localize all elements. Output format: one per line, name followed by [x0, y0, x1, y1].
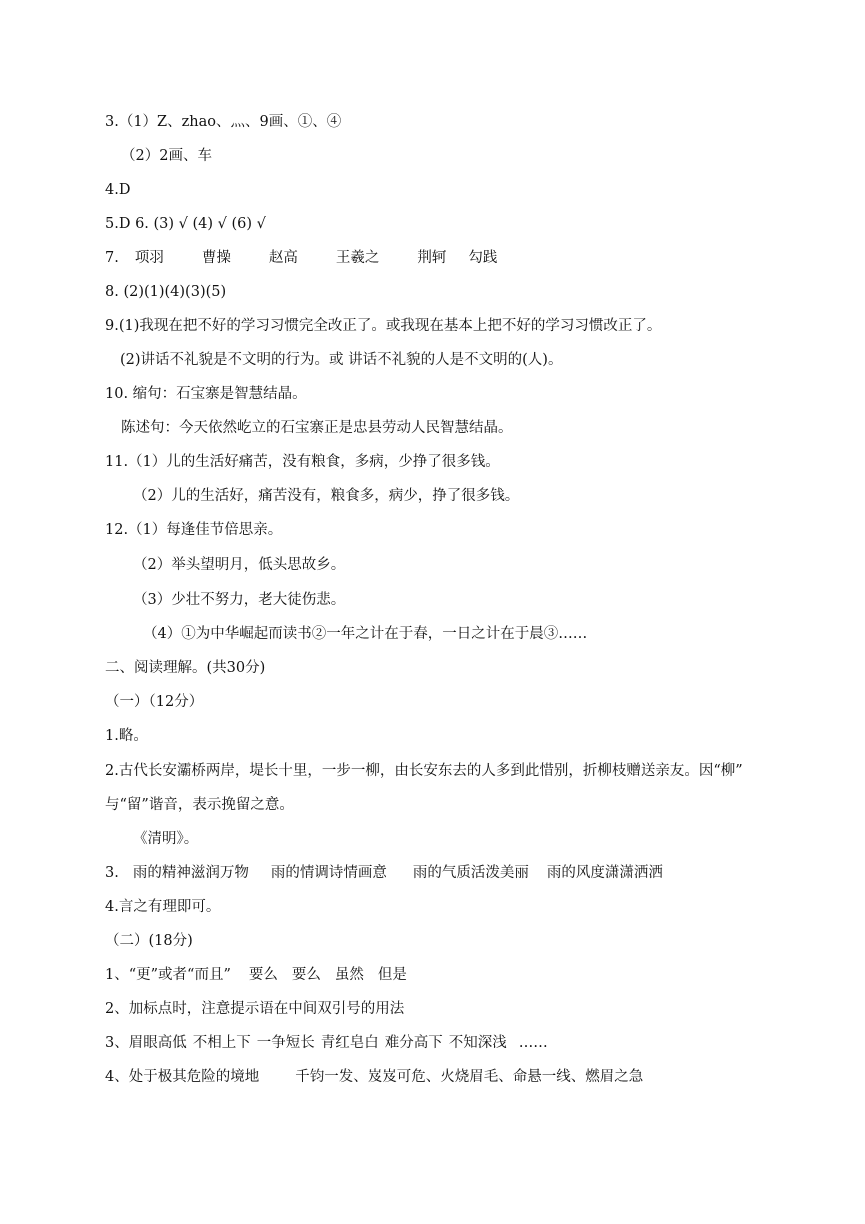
- part-2-answer-1-item: 要么: [291, 967, 321, 983]
- answer-7-name: 王羲之: [335, 250, 380, 266]
- part-2-answer-3-item: 青红皂白: [320, 1035, 379, 1051]
- part-2-answer-4-text: 千钧一发、岌岌可危、火烧眉毛、命悬一线、燃眉之急: [295, 1069, 644, 1085]
- answer-7-name: 赵高: [268, 250, 298, 266]
- answer-12-2: （2）举头望明月，低头思故乡。: [133, 557, 346, 573]
- part-1-answer-3-item: 雨的气质活泼美丽: [412, 865, 529, 881]
- part-1-answer-2-line-3: 《清明》。: [133, 831, 199, 847]
- answer-8: 8. (2)(1)(4)(3)(5): [105, 284, 227, 300]
- answer-7: [105, 248, 497, 268]
- part-2-answer-1-label: 1、“更”或者“而且”: [105, 967, 231, 983]
- answer-3-1: 3.（1）Z、zhao、灬、9画、①、④: [105, 114, 342, 130]
- part-2-answer-4-label: 4、处于极其危险的境地: [105, 1069, 260, 1085]
- answer-12-1: 12.（1）每逢佳节倍思亲。: [105, 522, 283, 538]
- answer-4: 4.D: [105, 182, 131, 198]
- part-1-answer-2-line-1: 2.古代长安灞桥两岸，堤长十里，一步一柳，由长安东去的人多到此惜别，折柳枝赠送亲友。因“柳”: [105, 763, 743, 779]
- part-2-answer-1: [105, 965, 407, 985]
- part-2-answer-3-item: 眉眼高低: [128, 1035, 187, 1051]
- answer-5-6: 5.D 6. (3) √ (4) √ (6) √: [105, 216, 266, 232]
- part-1-answer-1: 1.略。: [105, 728, 148, 744]
- part-2-answer-4: [105, 1067, 643, 1087]
- answer-12-4: （4）①为中华崛起而读书②一年之计在于春，一日之计在于晨③……: [143, 626, 588, 642]
- section-2-heading: 二、阅读理解。(共30分): [105, 660, 266, 676]
- part-2-answer-3-item: ……: [518, 1035, 548, 1051]
- answer-11-2: （2）儿的生活好，痛苦没有，粮食多，病少，挣了很多钱。: [133, 488, 520, 504]
- answer-3-2: （2）2画、⻋: [121, 148, 212, 164]
- part-1-answer-3-item: 雨的风度潇潇洒洒: [546, 865, 663, 881]
- part-2-answer-3-item: 难分高下: [384, 1035, 443, 1051]
- answer-7-label: 7.: [105, 250, 119, 266]
- part-1-answer-4: 4.言之有理即可。: [105, 899, 221, 915]
- part-1-answer-3: [105, 863, 663, 883]
- part-2-answer-3-item: 一争短长: [256, 1035, 315, 1051]
- answer-10-1: 10. 缩句：石宝寨是智慧结晶。: [105, 386, 307, 402]
- answer-10-2: 陈述句：今天依然屹立的石宝寨正是忠县劳动人民智慧结晶。: [121, 420, 513, 436]
- answer-9-1: 9.(1)我现在把不好的学习习惯完全改正了。或我现在基本上把不好的学习习惯改正了。: [105, 318, 662, 334]
- answer-11-1: 11.（1）儿的生活好痛苦，没有粮食，多病，少挣了很多钱。: [105, 454, 500, 470]
- answer-9-2: (2)讲话不礼貌是不文明的行为。或 讲话不礼貌的人是不文明的(人)。: [120, 352, 563, 368]
- part-2-answer-1-item: 虽然: [334, 967, 364, 983]
- answer-7-name: 项羽: [134, 250, 164, 266]
- part-2-heading: （二）(18分): [105, 933, 193, 949]
- answer-7-name: 荆轲: [417, 250, 447, 266]
- part-2-answer-3: [105, 1033, 548, 1053]
- part-1-answer-3-item: 雨的情调诗情画意: [270, 865, 387, 881]
- part-2-answer-1-item: 要么: [248, 967, 278, 983]
- answer-7-name: 勾践: [468, 250, 498, 266]
- part-2-answer-3-item: 不知深浅: [448, 1035, 507, 1051]
- part-2-answer-3-label: 3、: [105, 1035, 129, 1051]
- part-2-answer-2: 2、加标点时，注意提示语在中间双引号的用法: [105, 1001, 405, 1017]
- part-2-answer-1-item: 但是: [377, 967, 407, 983]
- answer-12-3: （3）少壮不努力，老大徒伤悲。: [133, 592, 346, 608]
- part-1-answer-2-line-2: 与“留”谐音，表示挽留之意。: [105, 797, 294, 813]
- part-1-answer-3-label: 3.: [105, 865, 119, 881]
- part-1-answer-3-item: 雨的精神滋润万物: [132, 865, 249, 881]
- part-2-answer-3-item: 不相上下: [192, 1035, 251, 1051]
- part-1-heading: （一）（12分）: [105, 694, 204, 710]
- answer-7-name: 曹操: [201, 250, 231, 266]
